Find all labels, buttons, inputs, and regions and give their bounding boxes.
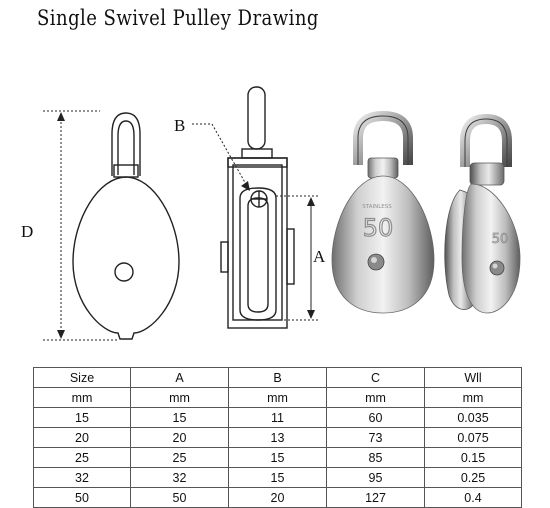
table-cell: 11: [229, 408, 327, 428]
table-cell: 50: [131, 488, 229, 508]
side-view-drawing: [221, 87, 294, 328]
table-row: [34, 408, 522, 428]
table-cell: 20: [131, 428, 229, 448]
table-cell: 95: [327, 468, 425, 488]
table-cell: 15: [131, 408, 229, 428]
table-cell: 60: [327, 408, 425, 428]
header-cell: A: [131, 368, 229, 388]
axle-hole: [115, 263, 133, 281]
photo-front-view: [332, 116, 434, 313]
header-cell: Size: [34, 368, 131, 388]
table-cell: 25: [34, 448, 131, 468]
table-cell: 0.15: [425, 448, 522, 468]
specifications-table: [33, 367, 522, 508]
dimension-a-label: A: [313, 247, 326, 266]
swivel-eye-outline: [112, 113, 140, 176]
table-cell: 15: [34, 408, 131, 428]
unit-cell: mm: [131, 388, 229, 408]
header-cell: Wll: [425, 368, 522, 388]
sheave-outline: [240, 188, 276, 320]
table-cell: 32: [131, 468, 229, 488]
table-row: [34, 488, 522, 508]
table-row: [34, 428, 522, 448]
side-frame-outline: [228, 158, 287, 328]
table-cell: 32: [34, 468, 131, 488]
photo-front-body: [332, 176, 434, 313]
photo-side-view: [445, 119, 520, 313]
table-cell: 0.4: [425, 488, 522, 508]
table-units-row: [34, 388, 522, 408]
table-cell: 0.075: [425, 428, 522, 448]
dimension-b-label: B: [174, 116, 186, 135]
unit-cell: mm: [229, 388, 327, 408]
photo-side-size-marking: 50: [491, 232, 509, 247]
table-cell: 85: [327, 448, 425, 468]
side-eye-outline: [248, 87, 265, 149]
table-cell: 127: [327, 488, 425, 508]
table-header-row: [34, 368, 522, 388]
table-cell: 20: [229, 488, 327, 508]
page-title: Single Swivel Pulley Drawing: [37, 6, 319, 30]
photo-side-body: [462, 184, 520, 313]
table-cell: 15: [229, 468, 327, 488]
table-row: [34, 448, 522, 468]
unit-cell: mm: [34, 388, 131, 408]
unit-cell: mm: [327, 388, 425, 408]
front-view-drawing: [73, 113, 179, 339]
pulley-body-outline: [73, 177, 179, 339]
dimension-d: [43, 111, 118, 340]
table-cell: 20: [34, 428, 131, 448]
unit-cell: mm: [425, 388, 522, 408]
header-cell: B: [229, 368, 327, 388]
table-row: [34, 468, 522, 488]
table-cell: 13: [229, 428, 327, 448]
photo-front-brand-marking: STAINLESS: [362, 204, 392, 210]
photo-side-ring: [465, 119, 507, 167]
table-cell: 0.25: [425, 468, 522, 488]
table-cell: 25: [131, 448, 229, 468]
table-cell: 50: [34, 488, 131, 508]
table-cell: 73: [327, 428, 425, 448]
dimension-d-label: D: [21, 222, 34, 241]
table-cell: 0.035: [425, 408, 522, 428]
table-cell: 15: [229, 448, 327, 468]
header-cell: C: [327, 368, 425, 388]
photo-front-size-marking: 50: [362, 214, 394, 242]
